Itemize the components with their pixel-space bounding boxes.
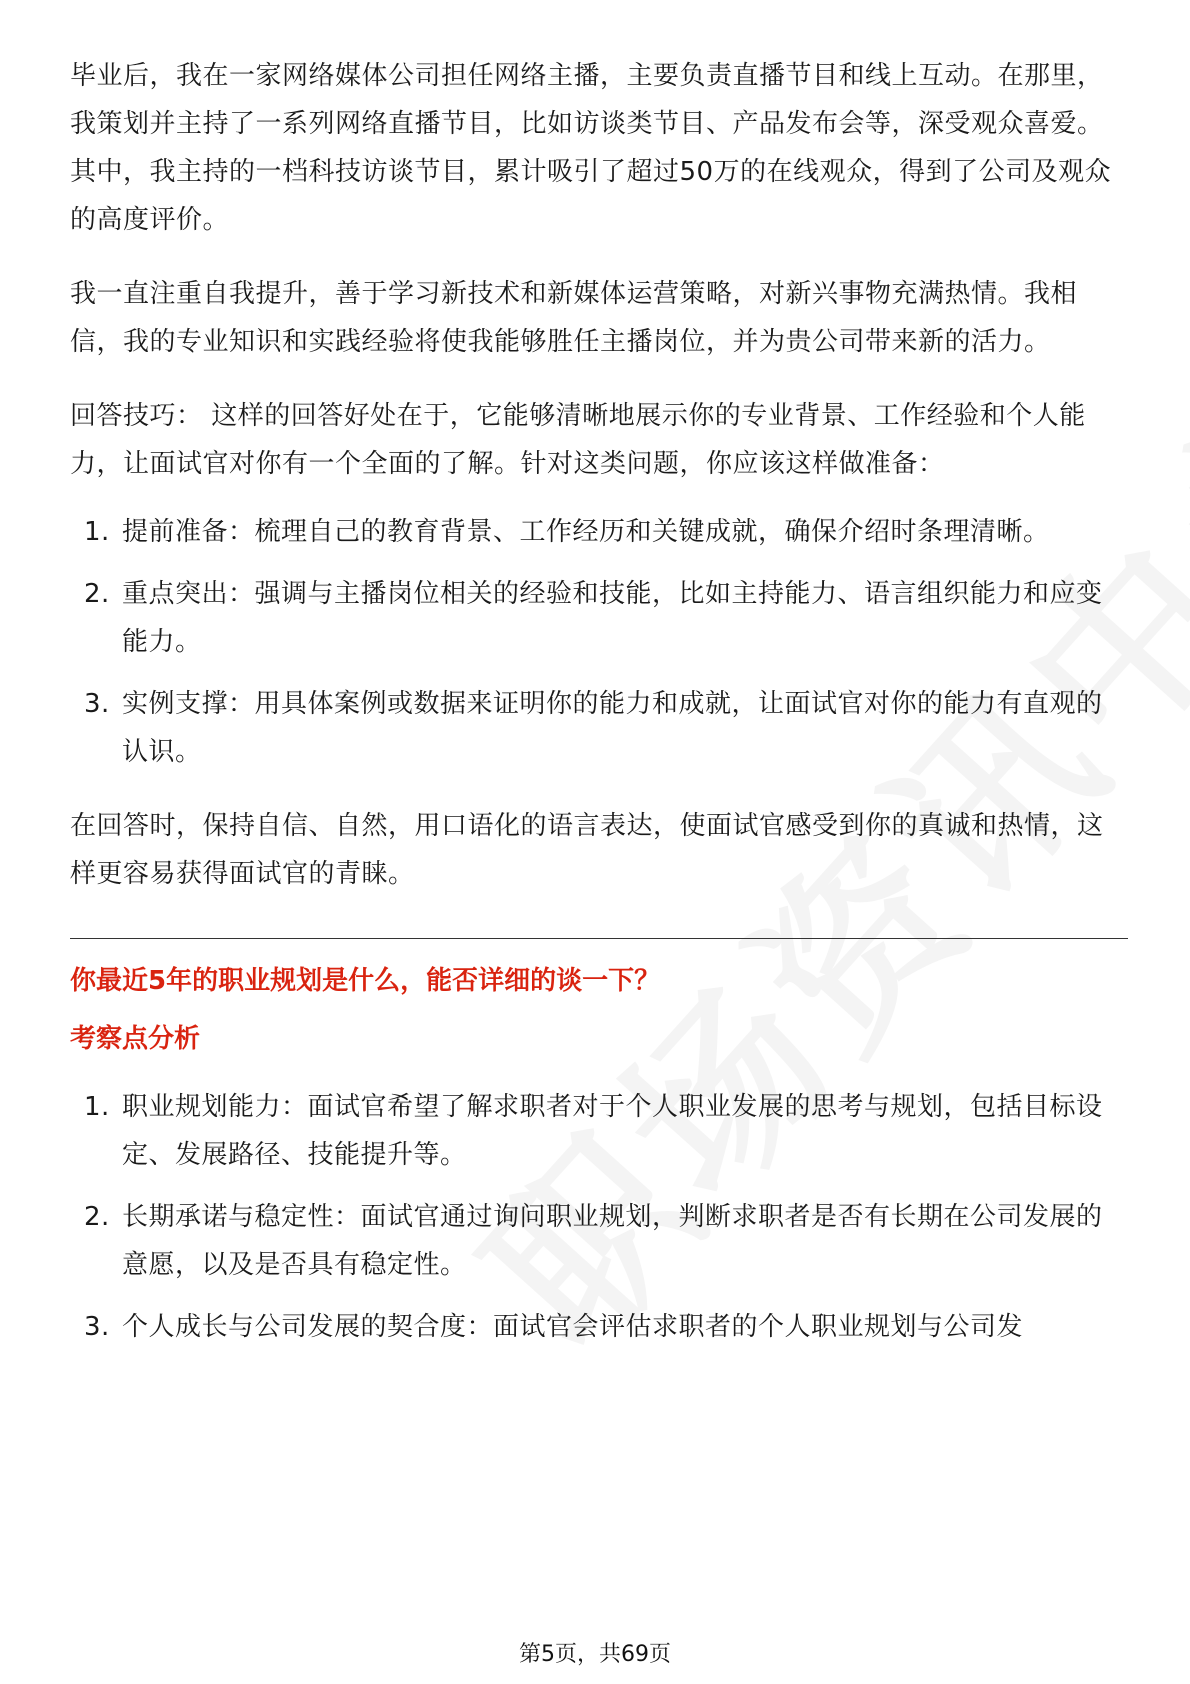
list-number: 2. bbox=[84, 579, 110, 609]
list-text: 实例支撑：用具体案例或数据来证明你的能力和成就，让面试官对你的能力有直观的认识。 bbox=[122, 689, 1103, 767]
paragraph-answer-tips: 回答技巧： 这样的回答好处在于，它能够清晰地展示你的专业背景、工作经验和个人能力，让面试官对你有一个全面的了解。针对这类问题，你应该这样做准备： bbox=[70, 401, 1086, 479]
page-footer: 第5页，共69页 bbox=[519, 1642, 671, 1667]
question-title: 你最近5年的职业规划是什么，能否详细的谈一下？ bbox=[70, 966, 661, 996]
list-item bbox=[70, 570, 1128, 666]
document-page bbox=[70, 52, 1128, 1365]
paragraph-closing: 在回答时，保持自信、自然，用口语化的语言表达，使面试官感受到你的真诚和热情，这样更容易获得面试官的青睐。 bbox=[70, 811, 1104, 889]
paragraph-self-improvement: 我一直注重自我提升，善于学习新技术和新媒体运营策略，对新兴事物充满热情。我相信，我的专业知识和实践经验将使我能够胜任主播岗位，并为贵公司带来新的活力。 bbox=[70, 279, 1078, 357]
question-subtitle: 考察点分析 bbox=[70, 1024, 201, 1054]
list-number: 3. bbox=[84, 689, 110, 719]
tips-list bbox=[70, 508, 1128, 776]
list-item bbox=[70, 1193, 1128, 1289]
list-text: 个人成长与公司发展的契合度：面试官会评估求职者的个人职业规划与公司发 bbox=[122, 1312, 1024, 1342]
list-text: 提前准备：梳理自己的教育背景、工作经历和关键成就，确保介绍时条理清晰。 bbox=[122, 517, 1050, 547]
list-item bbox=[70, 508, 1128, 556]
paragraph-experience: 毕业后，我在一家网络媒体公司担任网络主播，主要负责直播节目和线上互动。在那里，我策划并主持了一系列网络直播节目，比如访谈类节目、产品发布会等，深受观众喜爱。其中，我主持的一档科技访谈节目，累计吸引了超过50万的在线观众，得到了公司及观众的高度评价。 bbox=[70, 61, 1112, 235]
list-number: 2. bbox=[84, 1202, 110, 1232]
list-item bbox=[70, 1303, 1128, 1351]
list-text: 长期承诺与稳定性：面试官通过询问职业规划，判断求职者是否有长期在公司发展的意愿，以及是否具有稳定性。 bbox=[122, 1202, 1103, 1280]
list-text: 重点突出：强调与主播岗位相关的经验和技能，比如主持能力、语言组织能力和应变能力。 bbox=[122, 579, 1103, 657]
section-divider bbox=[70, 938, 1128, 939]
analysis-list bbox=[70, 1083, 1128, 1351]
list-item bbox=[70, 680, 1128, 776]
list-number: 1. bbox=[84, 517, 110, 547]
list-text: 职业规划能力：面试官希望了解求职者对于个人职业发展的思考与规划，包括目标设定、发展路径、技能提升等。 bbox=[122, 1092, 1103, 1170]
list-number: 3. bbox=[84, 1312, 110, 1342]
list-item bbox=[70, 1083, 1128, 1179]
list-number: 1. bbox=[84, 1092, 110, 1122]
